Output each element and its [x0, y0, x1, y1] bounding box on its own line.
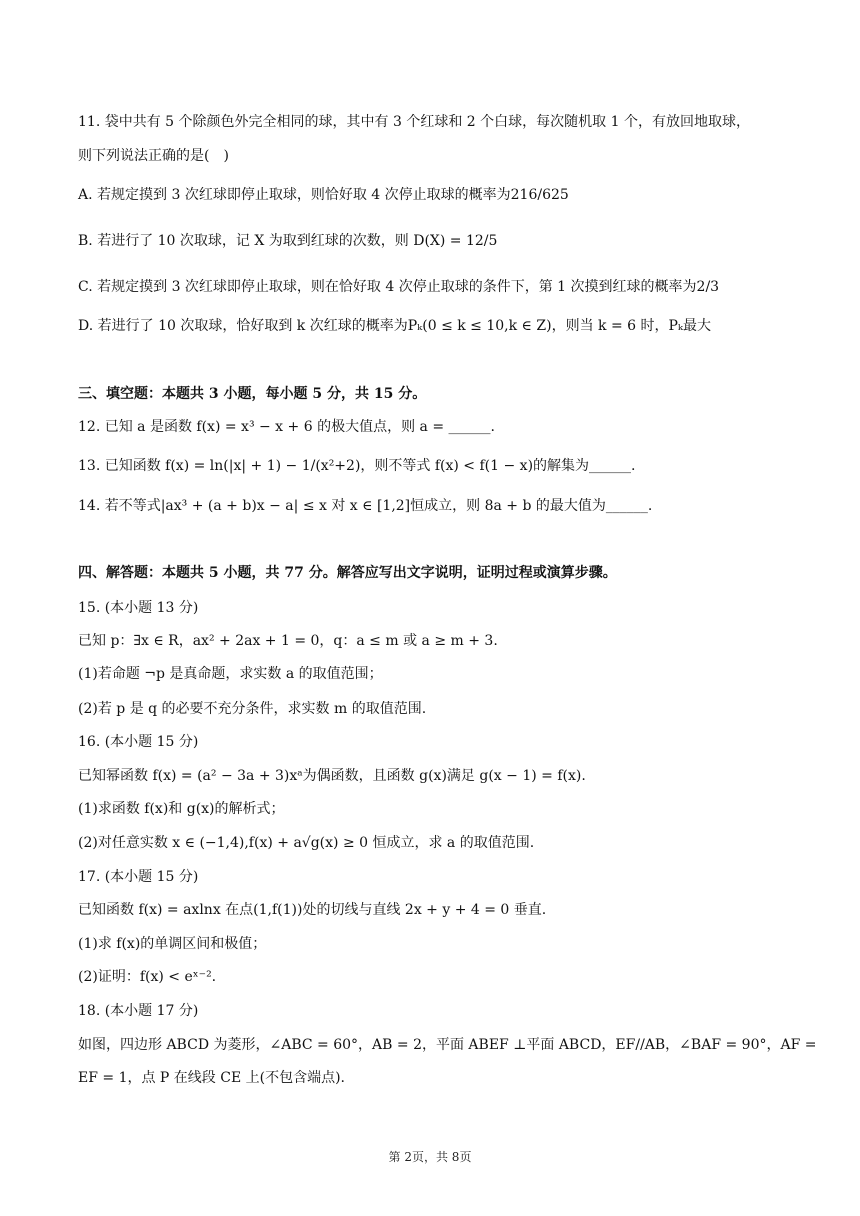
q11-option-b: B. 若进行了 10 次取球，记 X 为取到红球的次数，则 D(X) = 12/5: [78, 233, 498, 249]
page-footer: 第 2页，共 8页: [388, 1150, 472, 1164]
q15-part2: (2)若 p 是 q 的必要不充分条件，求实数 m 的取值范围.: [78, 701, 427, 717]
q16-part1: (1)求函数 f(x)和 g(x)的解析式；: [78, 801, 285, 817]
q16-title: 16. (本小题 15 分): [78, 734, 199, 750]
q16-part2: (2)对任意实数 x ∈ (−1,4),f(x) + a√g(x) ≥ 0 恒成立，求 a 的取值范围.: [78, 835, 535, 851]
q18-title: 18. (本小题 17 分): [78, 1003, 199, 1019]
q12: 12. 已知 a 是函数 f(x) = x³ − x + 6 的极大值点，则 a = ______.: [78, 419, 495, 435]
q17-part2: (2)证明：f(x) < eˣ⁻².: [78, 969, 217, 985]
q17-part1: (1)求 f(x)的单调区间和极值；: [78, 936, 267, 952]
q14: 14. 若不等式|ax³ + (a + b)x − a| ≤ x 对 x ∈ [1,2]恒成立，则 8a + b 的最大值为______.: [78, 498, 653, 514]
q13: 13. 已知函数 f(x) = ln(|x| + 1) − 1/(x²+2)，则不等式 f(x) < f(1 − x)的解集为______.: [78, 458, 636, 474]
q11-option-c: C. 若规定摸到 3 次红球即停止取球，则在恰好取 4 次停止取球的条件下，第 1 次摸到红球的概率为2/3: [78, 279, 720, 295]
q17-title: 17. (本小题 15 分): [78, 869, 199, 885]
q15-part1: (1)若命题 ¬p 是真命题，求实数 a 的取值范围；: [78, 666, 383, 682]
q11-stem-line2: 则下列说法正确的是( ): [78, 148, 229, 164]
q11-option-a: A. 若规定摸到 3 次红球即停止取球，则恰好取 4 次停止取球的概率为216/625: [78, 187, 569, 203]
q18-stem-line2: EF = 1，点 P 在线段 CE 上(不包含端点).: [78, 1070, 345, 1086]
q15-title: 15. (本小题 13 分): [78, 600, 199, 616]
q18-stem-line1: 如图，四边形 ABCD 为菱形，∠ABC = 60°，AB = 2，平面 ABEF ⊥平面 ABCD，EF//AB，∠BAF = 90°，AF =: [78, 1037, 817, 1053]
q11-stem-line1: 11. 袋中共有 5 个除颜色外完全相同的球，其中有 3 个红球和 2 个白球，每次随机取 1 个，有放回地取球，: [78, 114, 750, 130]
q17-stem: 已知函数 f(x) = axlnx 在点(1,f(1))处的切线与直线 2x + y + 4 = 0 垂直.: [78, 902, 547, 918]
q11-option-d: D. 若进行了 10 次取球，恰好取到 k 次红球的概率为Pₖ(0 ≤ k ≤ 10,k ∈ Z)，则当 k = 6 时，Pₖ最大: [78, 318, 712, 334]
section-answer-heading: 四、解答题：本题共 5 小题，共 77 分。解答应写出文字说明，证明过程或演算步骤。: [78, 565, 617, 581]
q15-stem: 已知 p：∃x ∈ R，ax² + 2ax + 1 = 0，q：a ≤ m 或 a ≥ m + 3.: [78, 633, 498, 649]
q16-stem: 已知幂函数 f(x) = (a² − 3a + 3)xᵃ为偶函数，且函数 g(x)满足 g(x − 1) = f(x).: [78, 768, 586, 784]
section-fill-in-heading: 三、填空题：本题共 3 小题，每小题 5 分，共 15 分。: [78, 386, 427, 402]
